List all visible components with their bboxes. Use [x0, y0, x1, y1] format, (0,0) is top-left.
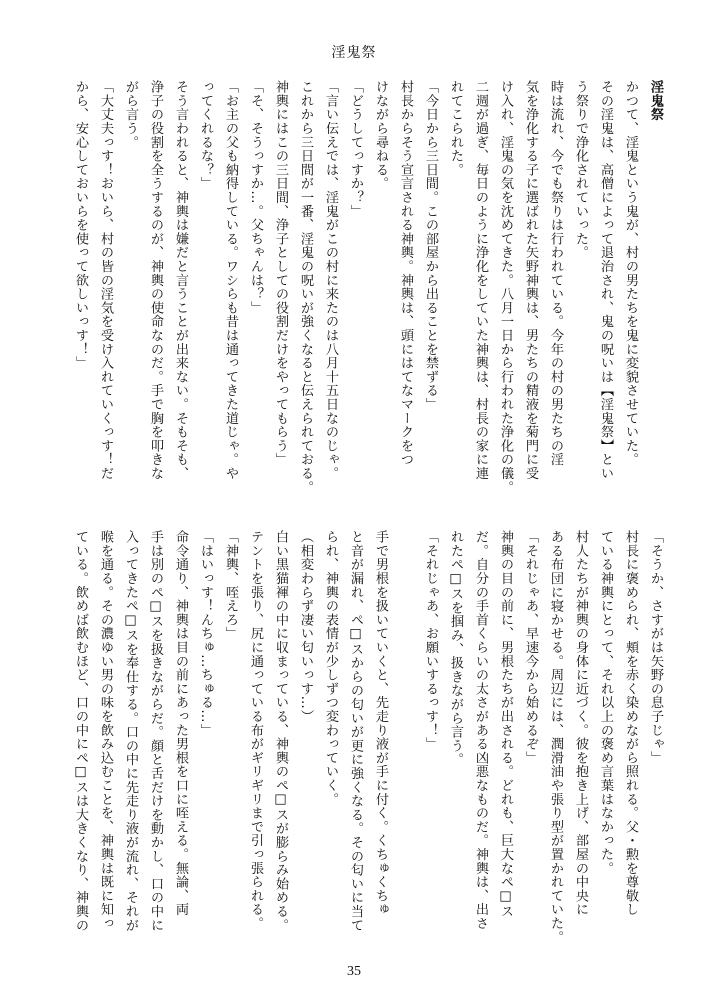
- text-column: 村長に褒められ、頬を赤く染めながら照れる。父・勲を尊敬し: [623, 530, 638, 917]
- text-column: 気を浄化する子に選ばれた矢野神輿は、男たちの精液を菊門に受: [523, 80, 538, 481]
- text-column: 村人たちが神輿の身体に近づく。彼を抱き上げ、部屋の中央に: [573, 530, 588, 917]
- text-column: 「大丈夫っす！おいら、村の皆の淫気を受け入れていくっす！だ: [98, 80, 113, 481]
- text-column: 「そうか、さすがは矢野の息子じゃ」: [648, 530, 663, 765]
- text-column: ている神輿にとって、それ以上の褒め言葉はなかった。: [598, 530, 613, 875]
- text-column: テントを張り、尻に通っている布がギリギリまで引っ張られる。: [248, 530, 263, 931]
- text-column: 「それじゃあ、早速今から始めるぞ」: [523, 530, 538, 765]
- text-column: けながら尋ねる。: [373, 80, 388, 191]
- text-column: 神輿の目の前に、男根たちが出される。どれも、巨大なペ□ス: [498, 530, 513, 919]
- text-column: と音が漏れ、ペ□スからの匂いが更に強くなる。その匂いに当て: [348, 530, 363, 932]
- text-column: 神輿にはこの三日間、浄子としての役割だけをやってもらう」: [273, 80, 288, 467]
- text-column: 手は別のペ□スを扱きながらだ。顔と舌だけを動かし、口の中に: [148, 530, 163, 932]
- text-tier-bottom: [52, 530, 666, 958]
- page-number: 35: [347, 964, 361, 979]
- text-column: ている。飲めば飲むほど、口の中にペ□スは大きくなり、神輿の: [73, 530, 88, 932]
- text-column: られ、神輿の表情が少しずつ変わっていく。: [323, 530, 338, 806]
- text-column: （相変わらず凄い匂いっす…）: [298, 530, 313, 724]
- text-column: その淫鬼は、高僧によって退治され、鬼の呪いは【淫鬼祭】とい: [598, 80, 613, 481]
- text-column: ある布団に寝かせる。周辺には、潤滑油や張り型が置かれていた。: [548, 530, 563, 944]
- text-column: け入れ、淫鬼の気を沈めてきた。八月一日から行われた浄化の儀。: [498, 80, 513, 494]
- text-column: 「どうしてっすか？」: [348, 80, 363, 218]
- text-column: 村長からそう宣言される神輿。神輿は、頭にはてなマークをつ: [398, 80, 413, 467]
- text-column: 「神輿、咥えろ」: [223, 530, 238, 641]
- text-column: がら言う。: [123, 80, 138, 149]
- text-column: 喉を通る。その濃ゆい男の味を飲み込むことを、神輿は既に知っ: [98, 530, 113, 931]
- text-column: 浄子の役割を全うするのが、神輿の使命なのだ。手で胸を叩きな: [148, 80, 163, 481]
- text-column: これから三日間が一番、淫鬼の呪いが強くなると伝えられておる。: [298, 80, 313, 494]
- text-column: 手で男根を扱いていくと、先走り液が手に付く。くちゅくちゅ: [373, 530, 388, 917]
- text-column: う祭りで浄化されていった。: [573, 80, 588, 260]
- text-column: 「今日から三日間。この部屋から出ることを禁ずる」: [423, 80, 438, 412]
- text-column: かつて、淫鬼という鬼が、村の男たちを鬼に変貌させていた。: [623, 80, 638, 467]
- text-column: 「そ、そうっすか…。父ちゃんは？」: [248, 80, 263, 315]
- text-column: 時は流れ、今でも祭りは行われている。今年の村の男たちの淫: [548, 80, 563, 467]
- text-column: 白い黒猫褌の中に収まっている、神輿のペ□スが膨らみ始める。: [273, 530, 288, 932]
- text-column: [394, 530, 416, 958]
- text-column: 「言い伝えでは、淫鬼がこの村に来たのは八月十五日なのじゃ。: [323, 80, 338, 481]
- text-column: だ。自分の手首くらいの太さがある凶悪なものだ。神輿は、出さ: [473, 530, 488, 931]
- text-column: 入ってきたペ□スを奉仕する。口の中に先走り液が流れ、それが: [123, 530, 138, 932]
- text-column: ってくれるな？」: [198, 80, 213, 191]
- text-column: 「それじゃあ、お願いするっす！」: [423, 530, 438, 751]
- text-column: から、安心しておいらを使って欲しいっす！」: [73, 80, 88, 370]
- text-column: 二週が過ぎ、毎日のように浄化をしていた神輿は、村長の家に連: [473, 80, 488, 481]
- text-column: れてこられた。: [448, 80, 463, 177]
- text-column: 命令通り、神輿は目の前にあった男根を口に咥える。無論、両: [173, 530, 188, 917]
- text-column: 「お主の父も納得している。ワシらも昔は通ってきた道じゃ。や: [223, 80, 238, 481]
- text-column: そう言われると、神輿は嫌だと言うことが出来ない。そもそも、: [173, 80, 188, 481]
- text-column: 「はいっす！んちゅ…ちゅる…」: [198, 530, 213, 737]
- text-tier-top: [52, 80, 666, 508]
- text-column: れたペ□スを掴み、扱きながら言う。: [448, 530, 463, 767]
- running-header: 淫鬼祭: [331, 45, 377, 61]
- section-heading: 淫鬼祭: [648, 80, 663, 122]
